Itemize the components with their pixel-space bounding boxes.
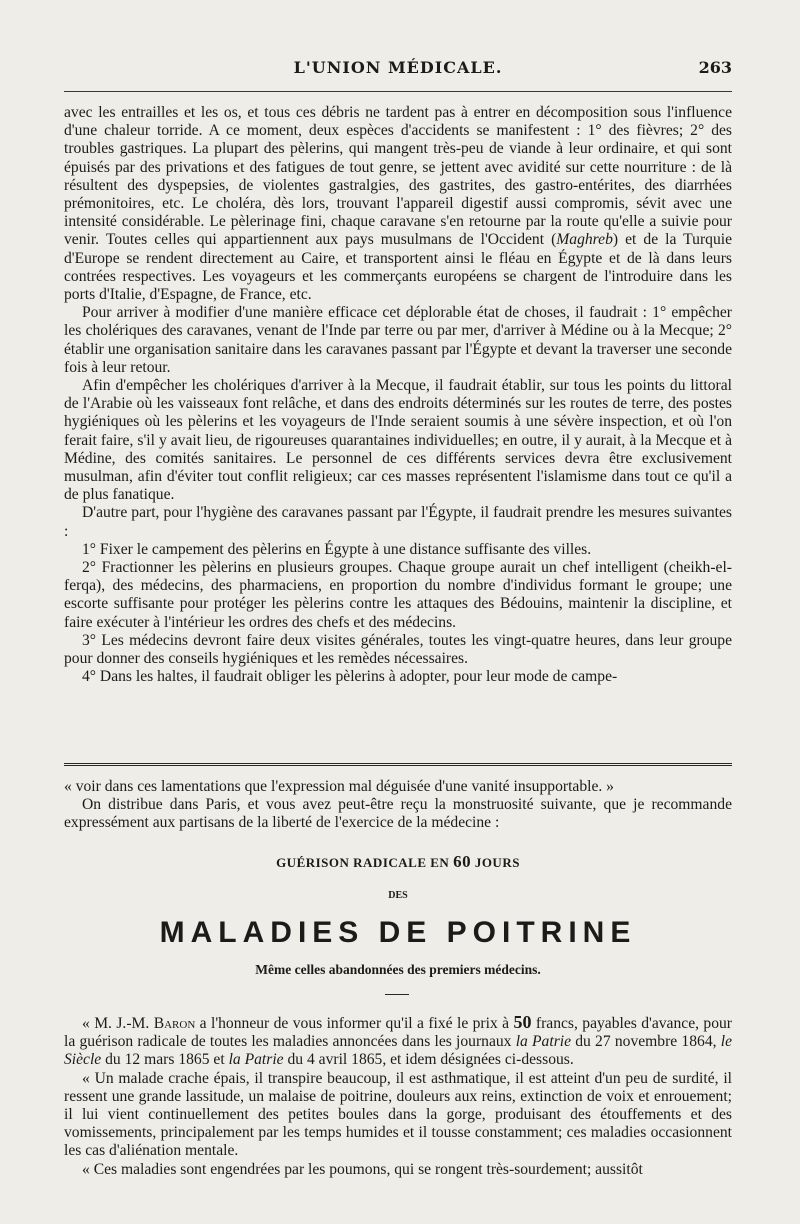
- running-head: [64, 58, 732, 82]
- article-paragraph: D'autre part, pour l'hygiène des caravanes passant par l'Égypte, il faudrait prendre les mesures suivantes :: [64, 504, 732, 540]
- article-paragraph: 3° Les médecins devront faire deux visites générales, toutes les vingt-quatre heures, dans leur groupe pour donner des conseils hygiéniques et les remèdes nécessaires.: [64, 631, 732, 668]
- article-paragraph: avec les entrailles et les os, et tous ces débris ne tardent pas à entrer en décomposition sous l'influence d'une chaleur torride. A ce moment, deux espèces d'accidents se manifestent : 1° des fièvres; 2° des troubles gastriques. La plupart des pèlerins, qui mangent très-peu de viande à leur ordinaire, et qui sont épuisés par des privations et des fatigues de tout genre, se jettent avec avidité sur cette nourriture : de là résultent des dyspepsies, de violentes gastralgies, des gastrites, des gastro-entérites, des diarrhées prémonitoires, etc. Le choléra, dès lors, trouvant l'appareil digestif aussi compromis, sévit avec une intensité considérable. Le pèlerinage fini, chaque caravane s'en retourne par la route qu'elle a suivie pour venir. Toutes celles qui appartiennent aux pays musulmans de l'Occident (Maghreb) et de la Turquie d'Europe se rendent directement au Caire, et transportent ainsi le fléau en Égypte et de là dans leurs contrées respectives. Les voyageurs et les commerçants européens se chargent de l'introduire dans les ports d'Italie, d'Espagne, de France, etc.: [64, 104, 732, 304]
- feuilleton-divider: [64, 763, 732, 766]
- feuilleton-intro: [64, 778, 732, 833]
- article-paragraph: 1° Fixer le campement des pèlerins en Égypte à une distance suffisante des villes.: [82, 540, 592, 558]
- ad-tagline: Même celles abandonnées des premiers médecins.: [255, 962, 541, 977]
- ad-title: MALADIES DE POITRINE: [159, 916, 637, 949]
- feuilleton-paragraph: « voir dans ces lamentations que l'expression mal déguisée d'une vanité insupportable. »: [64, 778, 614, 795]
- running-title: L'UNION MÉDICALE.: [293, 58, 503, 77]
- page-number: 263: [698, 58, 732, 77]
- article-paragraph: Afin d'empêcher les cholériques d'arriver à la Mecque, il faudrait établir, sur tous les points du littoral de l'Arabie où les vaisseaux font relâche, et dans des endroits déterminés sur les routes de terre, des postes hygiéniques où les pèlerins et les voyageurs de l'Inde seraient soumis à une sévère inspection, et où l'on ferait faire, s'il y avait lieu, de rigoureuses quarantaines individuelles; en outre, il y aurait, à la Mecque et à Médine, des comités sanitaires. Le personnel de ces différents services devra être exclusivement musulman, afin d'éviter tout conflit religieux; car ces masses représentent l'islamisme dans tout ce qu'il a de plus fanatique.: [64, 377, 732, 504]
- feuilleton-paragraph: « Ces maladies sont engendrées par les poumons, qui se rongent très-sourdement; aussitôt: [82, 1160, 643, 1178]
- ad-short-rule: [385, 994, 409, 995]
- feuilleton-paragraph: « M. J.-M. Baron a l'honneur de vous informer qu'il a fixé le prix à 50 francs, payables d'avance, pour la guérison radicale de toutes les maladies annoncées dans les journaux la Patrie du 27 novembre 1864, le Siècle du 12 mars 1865 et la Patrie du 4 avril 1865, et idem désignées ci-dessous.: [64, 1012, 732, 1069]
- article-paragraph: 2° Fractionner les pèlerins en plusieurs groupes. Chaque groupe aurait un chef intelligent (cheikh-el-ferqa), des médecins, des pharmaciens, en proportion du nombre d'individus formant le groupe; une escorte suffisante pour protéger les pèlerins contre les attaques des Bédouins, maintenir la discipline, et faire exécuter à l'intérieur les ordres des chefs et des médecins.: [64, 559, 732, 631]
- feuilleton-body: [64, 1013, 732, 1179]
- feuilleton-paragraph: On distribue dans Paris, et vous avez peut-être reçu la monstruosité suivante, que je recommande expressément aux partisans de la liberté de l'exercice de la médecine :: [64, 796, 732, 832]
- article-paragraph: Pour arriver à modifier d'une manière efficace cet déplorable état de choses, il faudrait : 1° empêcher les cholériques des caravanes, venant de l'Inde par terre ou par mer, d'arriver à Médine ou à la Mecque; 2° établir une organisation sanitaire dans les caravanes passant par l'Égypte et devant la traverser une seconde fois à leur retour.: [64, 304, 732, 376]
- article-paragraph: 4° Dans les haltes, il faudrait obliger les pèlerins à adopter, pour leur mode de campe-: [82, 668, 618, 686]
- ad-headline: GUÉRISON RADICALE EN 60 JOURS: [276, 852, 520, 871]
- ad-des: DES: [388, 890, 408, 901]
- article-body: [64, 104, 732, 687]
- feuilleton-paragraph: « Un malade crache épais, il transpire beaucoup, il est asthmatique, il est atteint d'un peu de surdité, il ressent une grande lassitude, un malaise de poitrine, douleurs aux reins, extinction de voix et enrouement; il lui vient continuellement des petites boules dans la gorge, produisant des étouffements et des vomissements, principalement par les temps humides et il tousse constamment; ces maladies occasionnent les cas d'aliénation mentale.: [64, 1069, 732, 1160]
- header-rule: [64, 91, 732, 92]
